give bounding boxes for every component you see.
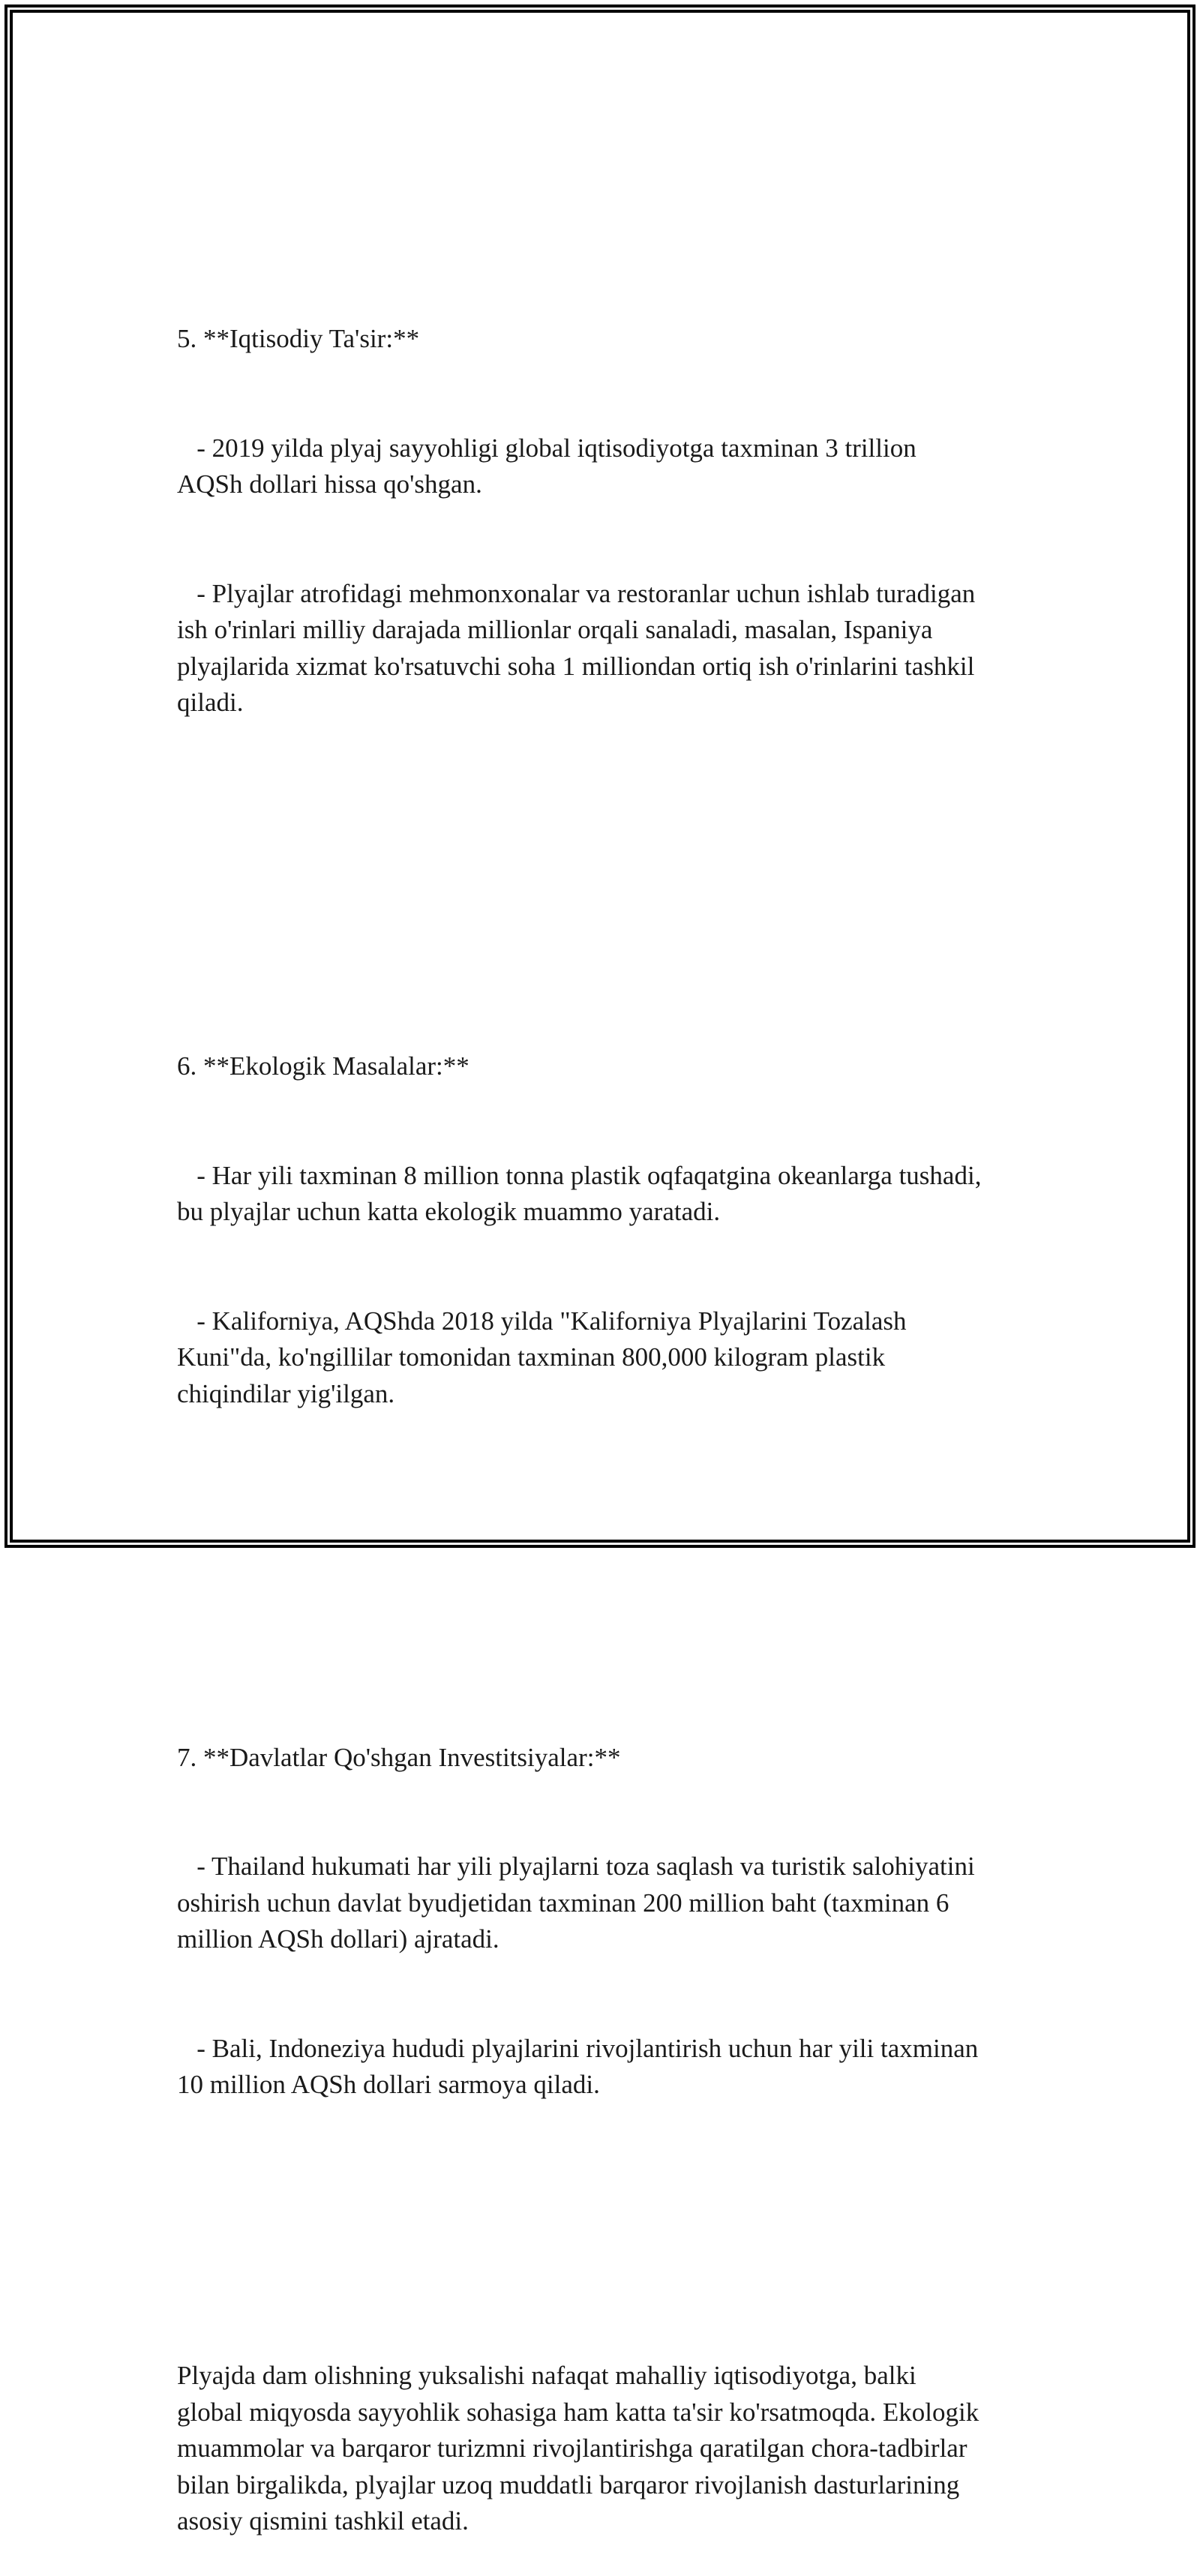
section-economic-impact	[177, 248, 1040, 794]
section-ecological-issues	[177, 976, 1040, 1485]
section-spacer	[177, 1558, 1040, 1594]
bullet-item: - 2019 yilda plyaj sayyohligi global iqtisodiyotga taxminan 3 trillion AQSh dollari hissa qo'shgan.	[177, 433, 916, 499]
bullet-item: - Kaliforniya, AQShda 2018 yilda "Kaliforniya Plyajlarini Tozalash Kuni"da, ko'ngillilar tomonidan taxminan 800,000 kilogram plastik chiqindilar yig'ilgan.	[177, 1306, 907, 1408]
bullet-item: - Thailand hukumati har yili plyajlarni toza saqlash va turistik salohiyatini oshirish uchun davlat byudjetidan taxminan 200 million baht (taxminan 6 million AQSh dollari) ajratadi.	[177, 1852, 975, 1954]
section-heading: 5. **Iqtisodiy Ta'sir:**	[177, 324, 420, 353]
section-heading: 7. **Davlatlar Qo'shgan Investitsiyalar:**	[177, 1742, 621, 1772]
conclusion-paragraph: Plyajda dam olishning yuksalishi nafaqat mahalliy iqtisodiyotga, balki global miqyosda sayyohlik sohasiga ham katta ta'sir ko'rsatmoqda. Ekologik muammolar va barqaror turizmni rivojlantirishga qaratilgan chora-tadbirlar bilan birgalikda, plyajlar uzoq muddatli barqaror rivojlanish dasturlarining asosiy qismini tashkil etadi.	[177, 2361, 980, 2536]
bullet-item: - Har yili taxminan 8 million tonna plastik oqfaqatgina okeanlarga tushadi, bu plyajlar uchun katta ekologik muammo yaratadi.	[177, 1160, 982, 1226]
bullet-item: - Plyajlar atrofidagi mehmonxonalar va restoranlar uchun ishlab turadigan ish o'rinlari milliy darajada millionlar orqali sanaladi, masalan, Ispaniya plyajlarida xizmat ko'rsatuvchi soha 1 milliondan ortiq ish o'rinlarini tashkil qiladi.	[177, 578, 976, 717]
bullet-item: - Bali, Indoneziya hududi plyajlarini rivojlantirish uchun har yili taxminan 10 million AQSh dollari sarmoya qiladi.	[177, 2033, 979, 2099]
section-spacer	[177, 867, 1040, 904]
document-body	[177, 175, 1040, 2576]
section-heading: 6. **Ekologik Masalalar:**	[177, 1051, 470, 1081]
section-government-investments	[177, 1667, 1040, 2176]
section-spacer	[177, 2249, 1040, 2286]
